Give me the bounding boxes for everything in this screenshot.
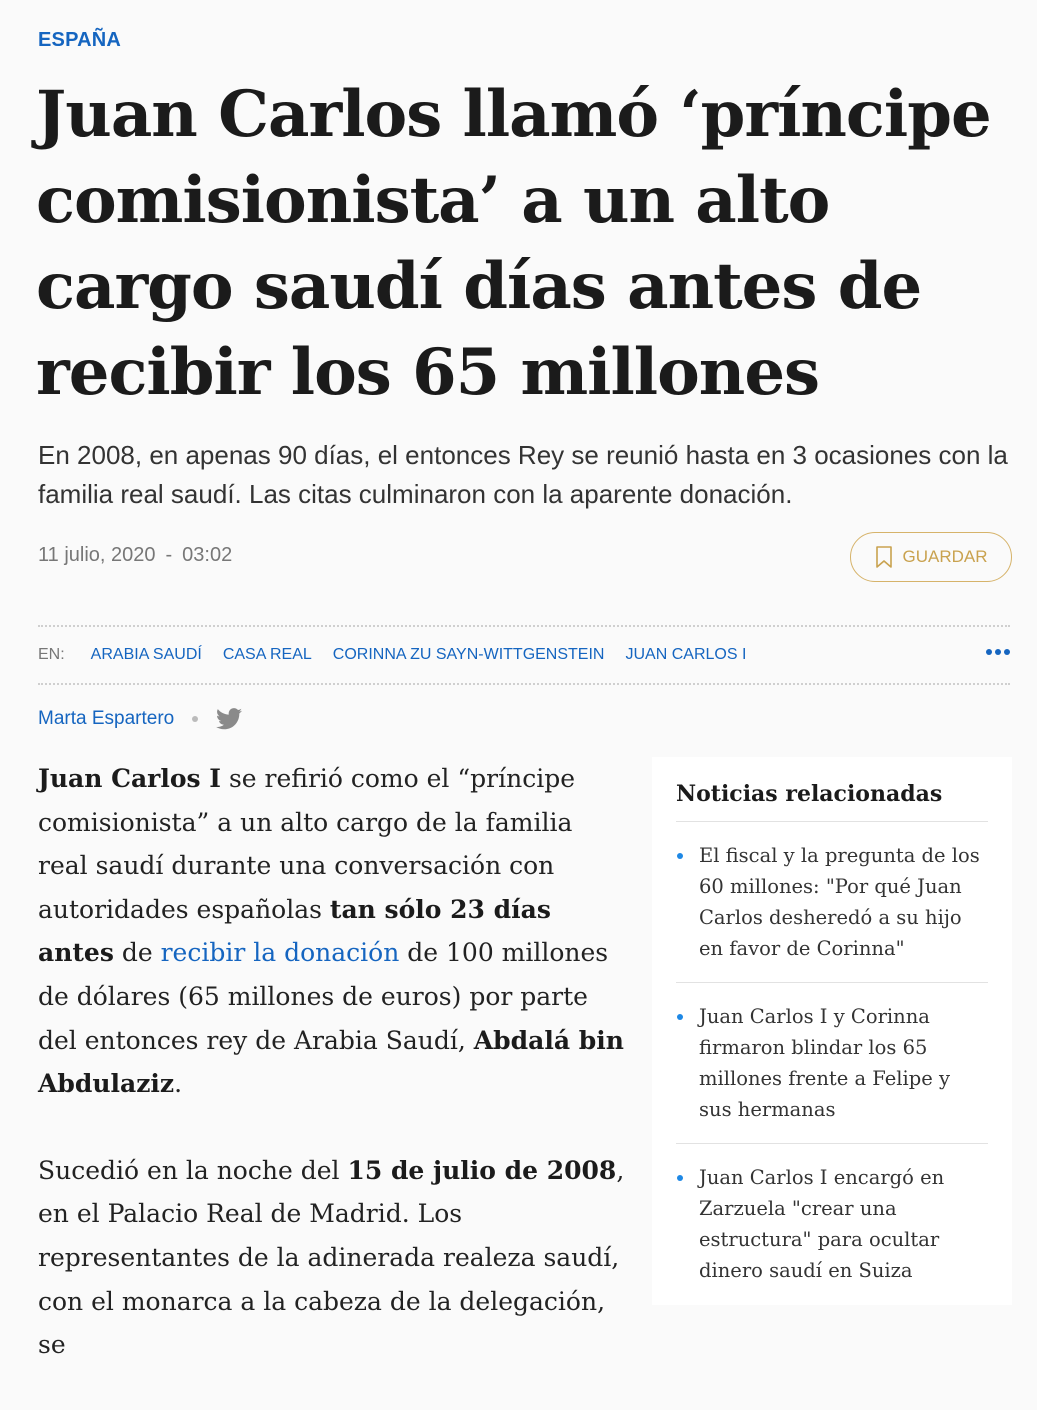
publish-date: 11 julio, 2020 — [38, 544, 156, 566]
bookmark-icon — [874, 545, 894, 569]
article-paragraph — [38, 757, 628, 1106]
paragraph-text: de — [113, 938, 161, 968]
save-button-label: GUARDAR — [902, 547, 988, 566]
bold-text: tan sólo 23 días antes — [38, 894, 551, 968]
more-tags-icon[interactable] — [986, 649, 1010, 655]
paragraph-text: se refirió como el “príncipe comisionista” a un alto cargo de la familia real saudí durante una conversación con autoridades españolas — [38, 764, 576, 924]
tag-link[interactable]: ARABIA SAUDÍ — [90, 646, 202, 663]
related-news-text: Juan Carlos I y Corinna firmaron blindar los 65 millones frente a Felipe y sus hermanas — [699, 1005, 950, 1121]
related-news-title: Noticias relacionadas — [676, 781, 988, 822]
byline-separator — [192, 716, 198, 722]
related-news-item[interactable] — [676, 822, 988, 983]
author-link[interactable]: Marta Espartero — [38, 708, 175, 729]
more-dot — [986, 649, 992, 655]
related-news-item[interactable] — [676, 983, 988, 1144]
related-news-text: Juan Carlos I encargó en Zarzuela "crear una estructura" para ocultar dinero saudí en Suiza — [699, 1166, 945, 1282]
section-label[interactable]: ESPAÑA — [38, 29, 122, 51]
related-news-box — [652, 757, 1012, 1305]
tag-link[interactable]: JUAN CARLOS I — [625, 646, 747, 663]
tags-bar — [38, 625, 1010, 685]
headline: Juan Carlos llamó ‘príncipe comisionista’ a un alto cargo saudí días antes de recibir los 65 millones — [36, 77, 991, 410]
donation-link[interactable]: recibir la donación — [160, 938, 400, 968]
tag-link[interactable]: CASA REAL — [222, 646, 312, 663]
bold-text: Juan Carlos I — [38, 764, 221, 793]
related-news-text: El fiscal y la pregunta de los 60 millones: "Por qué Juan Carlos desheredó a su hijo en favor de Corinna" — [699, 844, 980, 960]
article-paragraph — [38, 1149, 628, 1367]
paragraph-text: de 100 millones de dólares (65 millones de euros) por parte del entonces rey de Arabia Saudí, — [38, 938, 609, 1055]
dateline — [38, 544, 232, 567]
bullet-icon — [677, 1014, 683, 1020]
related-news-item[interactable] — [676, 1144, 988, 1304]
subtitle: En 2008, en apenas 90 días, el entonces Rey se reunió hasta en 3 ocasiones con la familia real saudí. Las citas culminaron con la aparente donación. — [38, 440, 1008, 509]
publish-time: 03:02 — [182, 544, 233, 566]
date-separator: - — [165, 544, 173, 566]
twitter-icon[interactable] — [216, 708, 242, 730]
bold-text: 15 de julio de 2008 — [347, 1155, 617, 1185]
more-dot — [995, 649, 1001, 655]
article-body — [38, 757, 628, 1410]
bold-text: Abdalá bin Abdulaziz — [38, 1025, 624, 1099]
bullet-icon — [677, 853, 683, 859]
paragraph-text: . — [174, 1069, 183, 1099]
tag-link[interactable]: CORINNA ZU SAYN-WITTGENSTEIN — [332, 646, 605, 663]
byline — [38, 708, 242, 730]
tags-prefix: EN: — [38, 646, 65, 663]
paragraph-text: Sucedió en la noche del — [38, 1155, 348, 1185]
more-dot — [1004, 649, 1010, 655]
paragraph-text: , en el Palacio Real de Madrid. Los representantes de la adinerada realeza saudí, con el monarca a la cabeza de la delegación, se — [38, 1155, 625, 1360]
related-news-list — [676, 822, 988, 1304]
save-button[interactable] — [850, 532, 1012, 582]
bullet-icon — [677, 1175, 683, 1181]
